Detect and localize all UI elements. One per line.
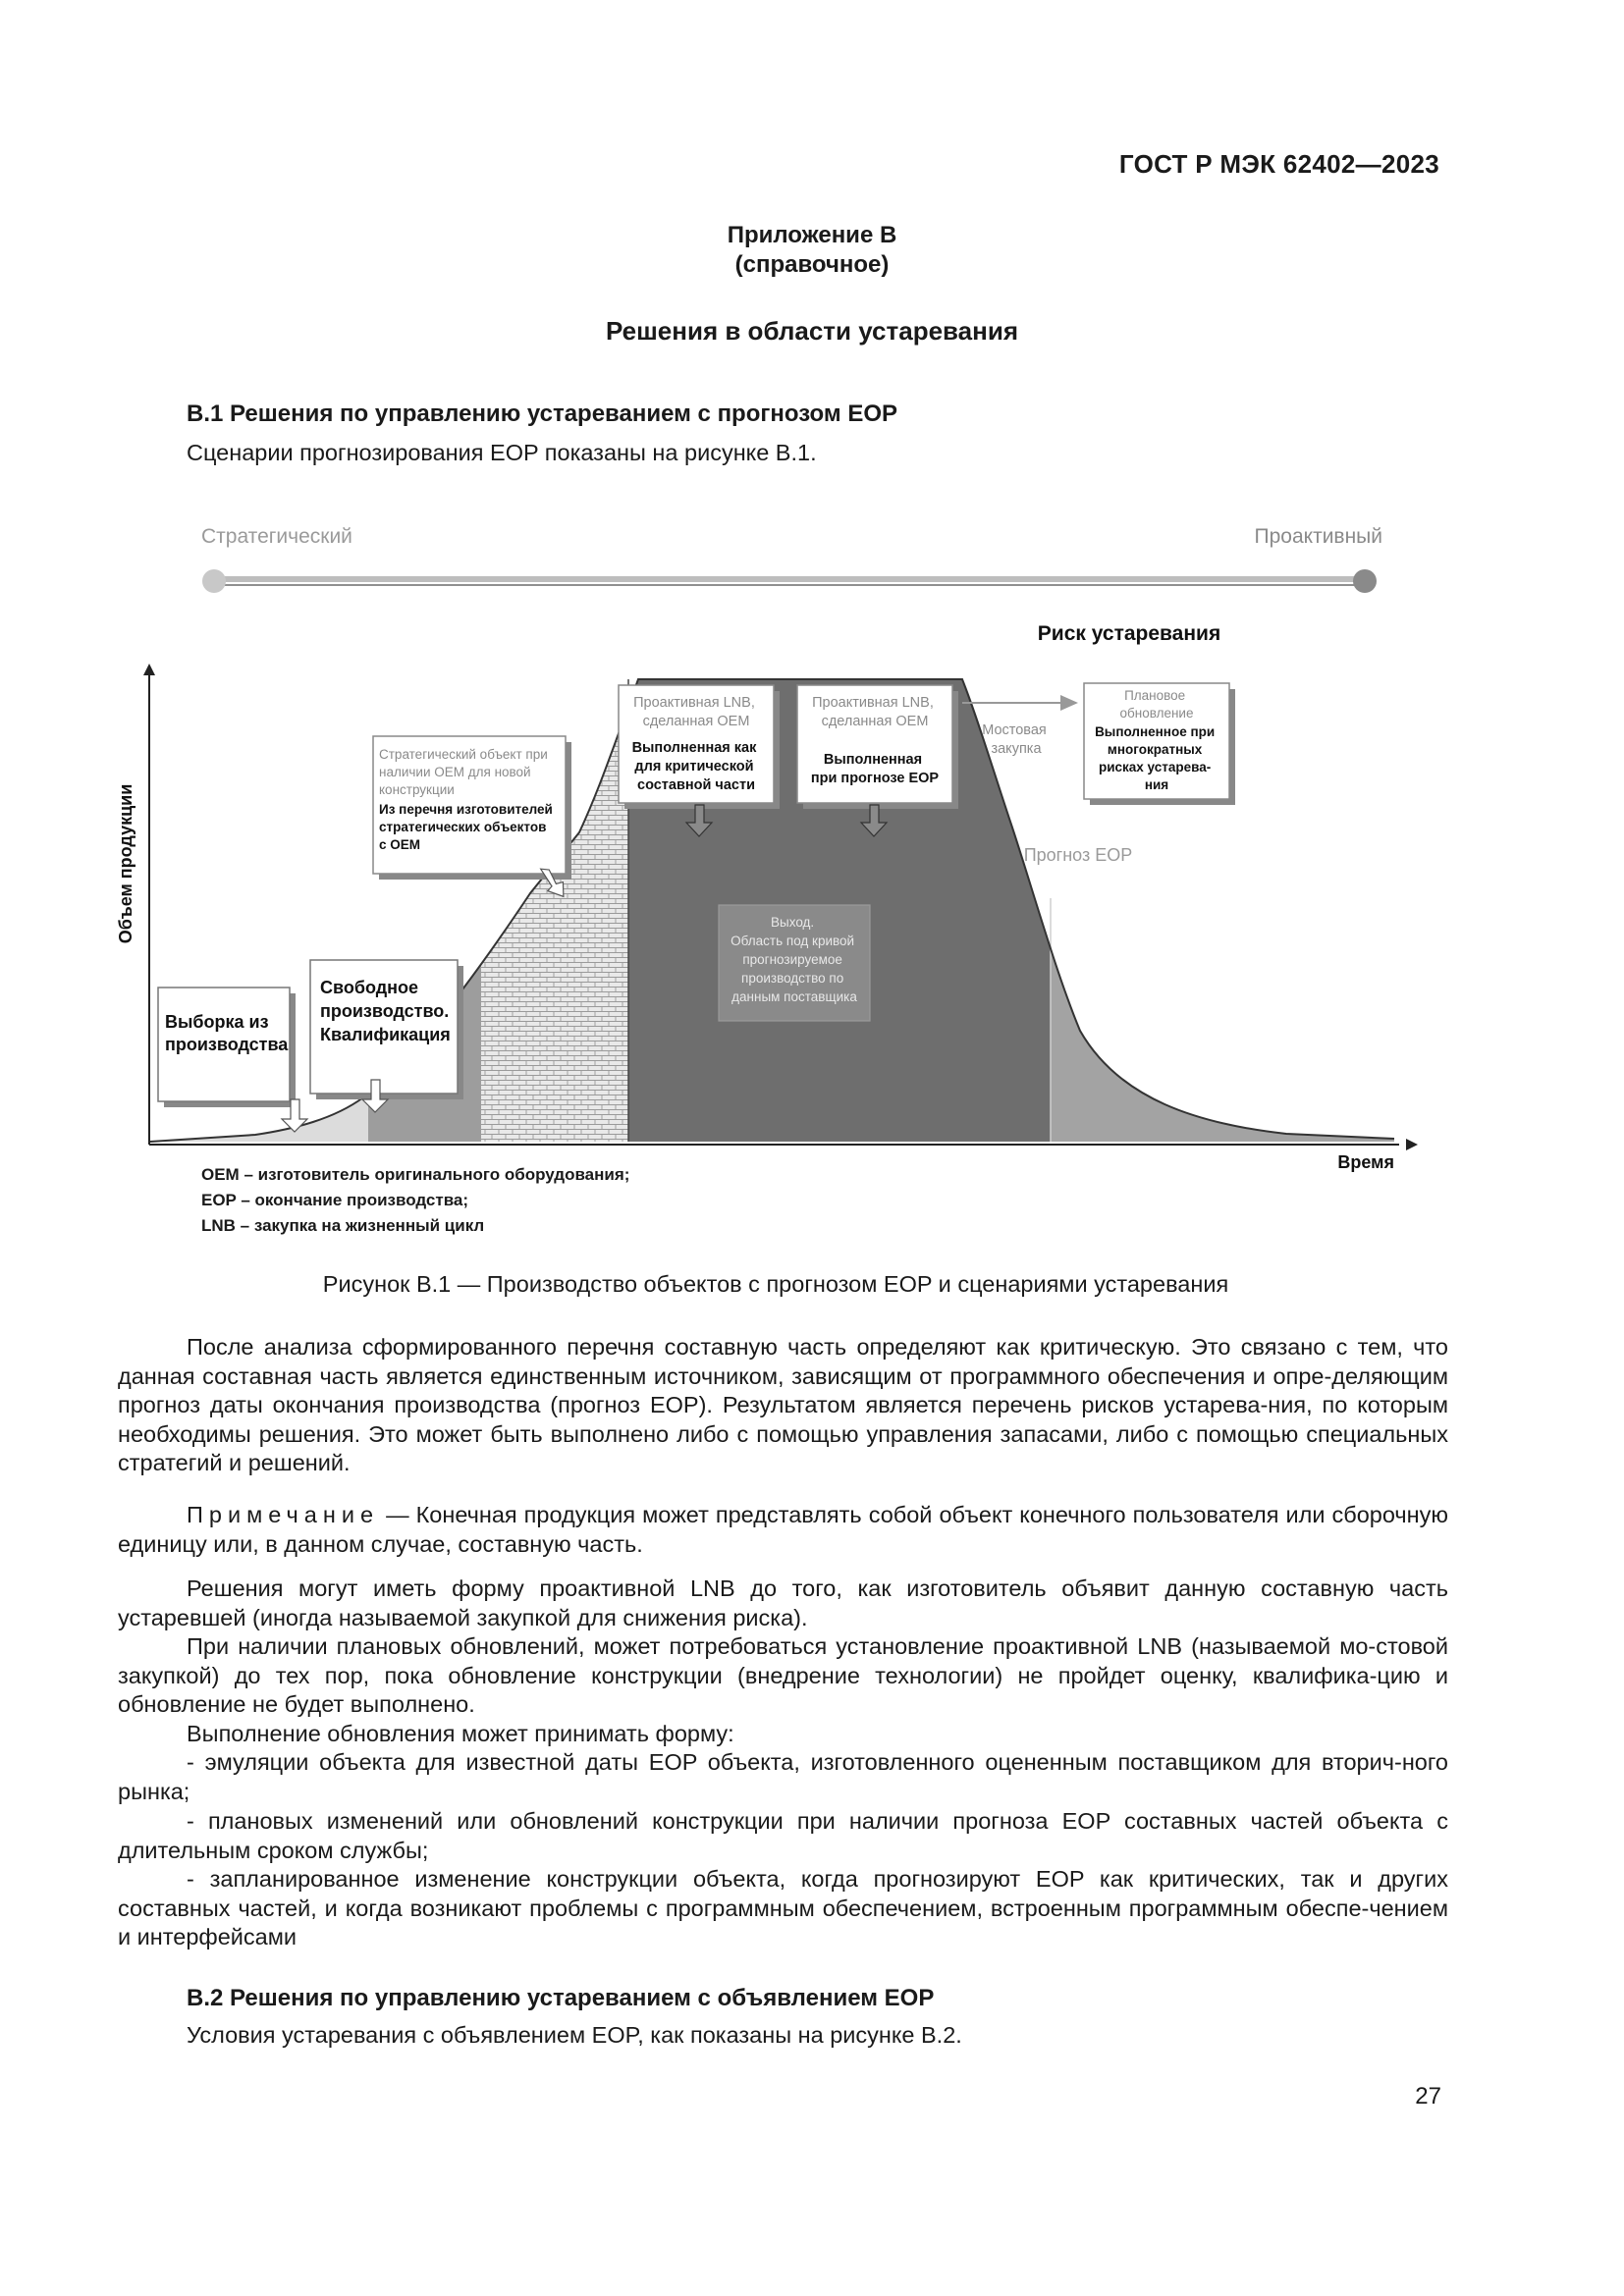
box-free-line2: производство. xyxy=(320,1001,450,1021)
x-axis-label: Время xyxy=(1337,1152,1394,1172)
y-axis-label: Объем продукции xyxy=(116,783,135,944)
x-axis-arrow xyxy=(1406,1139,1418,1150)
proactive-label: Проактивный xyxy=(1254,525,1382,548)
heading-b2: В.2 Решения по управлению устареванием с объявлением EOP xyxy=(187,1985,935,2011)
paragraph-1: После анализа сформированного перечня составную часть определяют как критическую. Это связано с тем, что данная составная часть является единственным источником, зависящим от программного обеспечения и опре-деляющим прогноз даты окончания производства (прогноз EOP). Результатом является перечень рисков устарева-ния, по которым необходимы решения. Это может быть выполнено либо с помощью управления запасами, либо с помощью специальных стратегий и решений. xyxy=(118,1334,1448,1475)
box-plan-gray2: обновление xyxy=(1119,706,1194,721)
box-strategic-bold3: с OEM xyxy=(379,837,421,852)
box-lnb1-bold2: для критической xyxy=(634,759,754,774)
paragraph-2: Решения могут иметь форму проактивной LNB до того, как изготовитель объявит данную составную часть устаревшей (иногда называемой закупкой для снижения риска). xyxy=(118,1575,1448,1630)
annex-title: Приложение В xyxy=(727,222,897,248)
box-strategic-gray3: конструкции xyxy=(379,782,455,797)
bullet-2: - плановых изменений или обновлений конструкции при наличии прогноза EOP составных частей объекта с длительным сроком службы; xyxy=(118,1808,1448,1863)
eop-forecast-label: Прогноз EOP xyxy=(1023,845,1133,865)
note xyxy=(118,1501,1448,1559)
box-strategic-gray1: Стратегический объект при xyxy=(379,747,548,762)
risk-label: Риск устаревания xyxy=(1037,622,1221,645)
box-lnb1-bold3: составной части xyxy=(637,777,755,793)
box-lnb2-gray1: Проактивная LNB, xyxy=(812,695,934,711)
box-strategic-bold2: стратегических объектов xyxy=(379,820,547,834)
legend-lnb: LNB – закупка на жизненный цикл xyxy=(201,1216,485,1235)
box-lnb2-bold2: при прогнозе EOP xyxy=(810,771,940,786)
document-code: ГОСТ Р МЭК 62402—2023 xyxy=(1118,149,1439,179)
strategic-label: Стратегический xyxy=(201,525,352,548)
box-plan-bold4: ния xyxy=(1144,777,1169,792)
box-sample-line1: Выборка из xyxy=(165,1012,269,1032)
note-label: Примечание xyxy=(187,1502,380,1527)
output-line4: производство по xyxy=(741,971,844,986)
box-lnb2-bold1: Выполненная xyxy=(823,752,923,768)
annex-type: (справочное) xyxy=(734,251,890,278)
page-number: 27 xyxy=(1415,2083,1441,2109)
box-plan-bold2: многократных xyxy=(1107,742,1203,757)
note-text: — Конечная продукция может представлять собой объект конечного пользователя или сборочную единицу или, в данном случае, составную часть. xyxy=(118,1502,1448,1557)
box-plan-bold1: Выполненное при xyxy=(1095,724,1216,739)
bridge-label-2: закупка xyxy=(991,741,1042,757)
svg-text:Мостовая закупка xyxy=(982,722,1051,757)
box-strategic-gray2: наличии OEM для новой xyxy=(379,765,531,779)
legend-oem: OEM – изготовитель оригинального оборудования; xyxy=(201,1165,630,1184)
box-lnb1-gray2: сделанная OEM xyxy=(642,714,750,729)
box-free-line1: Свободное xyxy=(320,978,419,997)
output-line2: Область под кривой xyxy=(731,934,855,948)
scale-end-dot xyxy=(1353,569,1377,593)
box-lnb2-gray2: сделанная OEM xyxy=(821,714,929,729)
box-plan-gray1: Плановое xyxy=(1124,688,1186,703)
bullet-3: - запланированное изменение конструкции объекта, когда прогнозируют EOP как критических, так и других составных частей, и когда возникают проблемы с программным обеспечением, встроенным программным обеспе-чением и интерфейсами xyxy=(118,1866,1448,1949)
scale-start-dot xyxy=(202,569,226,593)
paragraph-3: При наличии плановых обновлений, может потребоваться установление проактивной LNB (называемой мо-стовой закупкой) до тех пор, пока обновление конструкции (внедрение технологии) не пройдет оценку, квалифика-цию и обновление не будет выполнено. xyxy=(118,1633,1448,1717)
box-free-line3: Квалификация xyxy=(320,1025,451,1044)
box-sample-line2: производства xyxy=(165,1035,289,1054)
box-strategic-bold1: Из перечня изготовителей xyxy=(379,802,553,817)
figure-caption: Рисунок В.1 — Производство объектов с прогнозом EOP и сценариями устаревания xyxy=(322,1271,1229,1297)
output-line3: прогнозируемое xyxy=(742,952,842,967)
box-lnb1-bold1: Выполненная как xyxy=(631,740,757,756)
output-line1: Выход. xyxy=(771,915,815,930)
paragraph-4: Выполнение обновления может принимать форму: xyxy=(187,1721,734,1746)
bullet-1: - эмуляции объекта для известной даты EOP объекта, изготовленного оцененным поставщиком для вторич-ного рынка; xyxy=(118,1749,1448,1804)
box-plan-bold3: рисках устарева- xyxy=(1098,760,1212,774)
heading-b1: В.1 Решения по управлению устареванием с прогнозом EOP xyxy=(187,400,897,427)
section-title: Решения в области устаревания xyxy=(605,316,1018,346)
svg-text:Выполненная как для критич xyxy=(632,740,761,793)
bridge-label-1: Мостовая xyxy=(982,722,1047,738)
b1-intro: Сценарии прогнозирования EOP показаны на рисунке В.1. xyxy=(187,440,817,465)
box-lnb1-gray1: Проактивная LNB, xyxy=(633,695,755,711)
output-line5: данным поставщика xyxy=(731,989,857,1004)
y-axis-arrow xyxy=(143,664,155,675)
legend-eop: EOP – окончание производства; xyxy=(201,1191,469,1209)
b2-intro: Условия устаревания с объявлением EOP, как показаны на рисунке В.2. xyxy=(187,2022,962,2048)
